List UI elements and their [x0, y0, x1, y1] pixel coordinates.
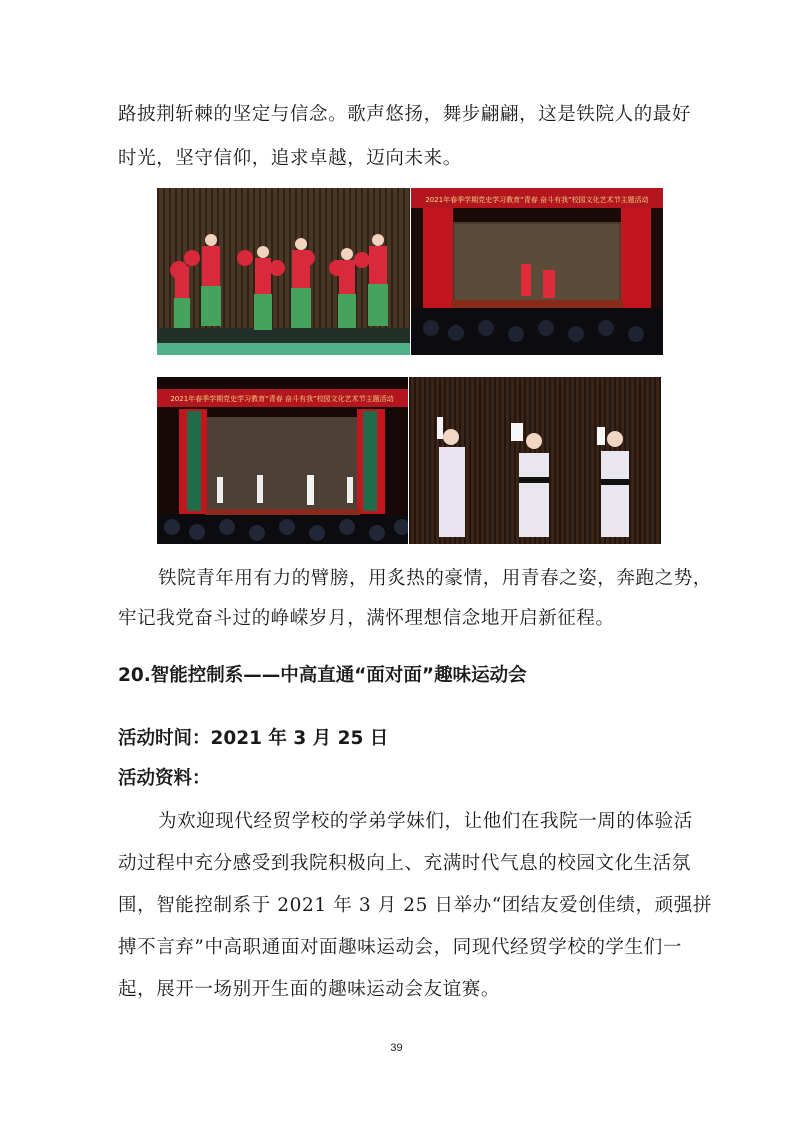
- stage-banner-text: 2021年春季学期党史学习教育“青春 奋斗有我”校园文化艺术节主题活动: [170, 395, 394, 403]
- photo-dance-performance: [157, 188, 410, 355]
- photo-robed-performers: [409, 377, 661, 544]
- activity-time: 活动时间：2021 年 3 月 25 日: [118, 728, 389, 749]
- paragraph-line: 路披荆斩棘的坚定与信念。歌声悠扬，舞步翩翩，这是铁院人的最好: [118, 104, 692, 125]
- paragraph-line: 为欢迎现代经贸学校的学弟学妹们，让他们在我院一周的体验活: [158, 811, 693, 832]
- stage-banner-text: 2021年春季学期党史学习教育“青春 奋斗有我”校园文化艺术节主题活动: [425, 196, 649, 204]
- paragraph-line: 牢记我党奋斗过的峥嵘岁月，满怀理想信念地开启新征程。: [118, 608, 615, 629]
- activity-materials-label: 活动资料：: [118, 768, 211, 789]
- paragraph-line: 时光，坚守信仰，追求卓越，迈向未来。: [118, 148, 462, 169]
- page-number: 39: [390, 1042, 403, 1054]
- section-title: 20.智能控制系——中高直通“面对面”趣味运动会: [118, 665, 527, 686]
- paragraph-line: 铁院青年用有力的臂膀，用炙热的豪情，用青春之姿，奔跑之势，: [158, 568, 712, 589]
- paragraph-line: 围，智能控制系于 2021 年 3 月 25 日举办“团结友爱创佳绩，顽强拼: [118, 895, 712, 916]
- photo-stage-group: [157, 377, 408, 544]
- photo-stage-duet: [411, 188, 663, 355]
- paragraph-line: 起，展开一场别开生面的趣味运动会友谊赛。: [118, 979, 501, 1000]
- paragraph-line: 搏不言弃”中高职通面对面趣味运动会，同现代经贸学校的学生们一: [118, 937, 682, 958]
- paragraph-line: 动过程中充分感受到我院积极向上、充满时代气息的校园文化生活氛: [118, 853, 692, 874]
